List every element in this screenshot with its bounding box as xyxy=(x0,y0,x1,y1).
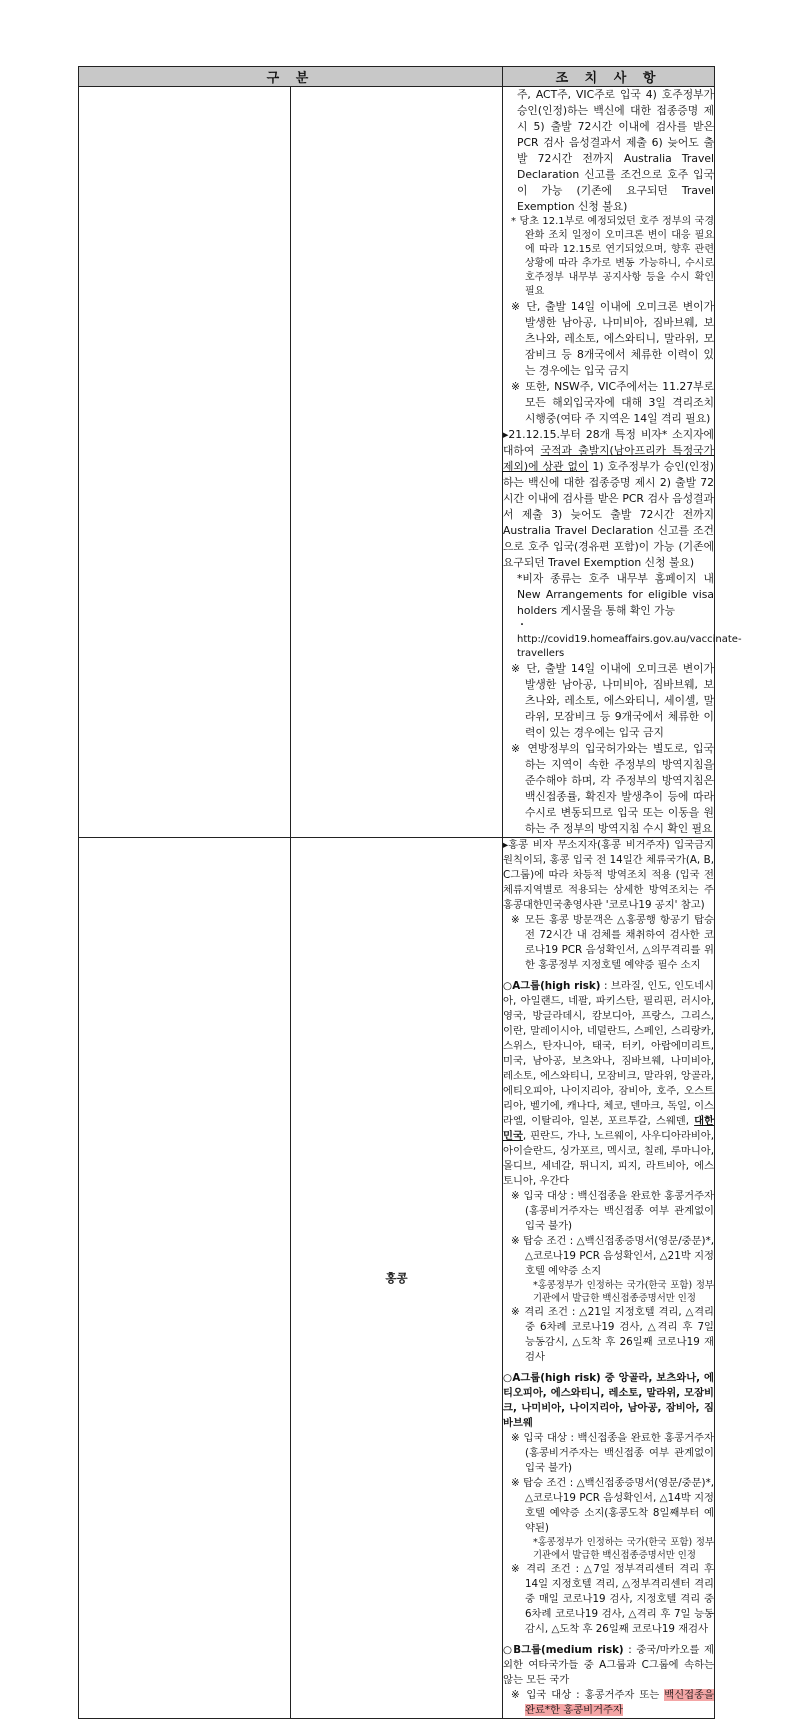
measures-table xyxy=(78,66,742,1719)
category-cell xyxy=(79,838,291,1719)
region-cell-australia xyxy=(291,87,503,838)
australia-p6: *비자 종류는 호주 내무부 홈페이지 내 New Arrangements for eligible visa holders 게시물을 통해 확인 가능 xyxy=(517,572,714,617)
region-cell-hongkong: 홍콩 xyxy=(291,838,503,1719)
hk-a-board: ※ 탑승 조건 : △백신접종증명서(영문/중문)*, △코로나19 PCR 음성확인서, △21박 지정호텔 예약증 소지 xyxy=(511,1235,714,1277)
hk-a-board-note: *홍콩정부가 인정하는 국가(한국 포함) 정부기관에서 발급한 백신접종증명서만 인정 xyxy=(533,1280,714,1304)
australia-p1: 주, ACT주, VIC주로 입국 4) 호주정부가 승인(인정)하는 백신에 대한 접종증명 제시 5) 출발 72시간 이내에 검사를 받은 PCR 검사 음성결과서 제출 6) 늦어도 출발 72시간 전까지 Australia Travel Declaration 신고를 조건으로 호주 입국이 가능 (기존에 요구되던 Travel Exemption 신청 불요) xyxy=(517,88,714,213)
australia-p7[interactable]: ・ http://covid19.homeaffairs.gov.au/vaccinate-travellers xyxy=(517,620,742,659)
hk-korea: 대한민국 xyxy=(503,1115,714,1142)
australia-p8: ※ 단, 출발 14일 이내에 오미크론 변이가 발생한 남아공, 나미비아, 짐바브웨, 보츠나와, 레소토, 에스와티니, 세이셀, 말라위, 모잠비크 등 9개국에서 체류한 이력이 있는 경우에는 입국 금지 xyxy=(511,662,714,739)
australia-measures xyxy=(503,87,742,838)
hk-group-b: ○B그룹(medium risk) : 중국/마카오를 제외한 여타국가들 중 A그룹과 C그룹에 속하는 않는 모든 국가 xyxy=(503,1644,715,1686)
header-measures: 조 치 사 항 xyxy=(503,67,715,87)
australia-p5: ▸21.12.15.부터 28개 특정 비자* 소지자에 대하여 국적과 출발지(남아프리카 특정국가 제외)에 상관 없이 1) 호주정부가 승인(인정)하는 백신에 대한 접종증명 제시 2) 출발 72시간 이내에 검사를 받은 PCR 검사 음성결과서 제출 3) 늦어도 출발 72시간 전까지 Australia Travel Declaration 신고를 조건으로 호주 입국(경유편 포함)이 가능 (기존에 요구되던 Travel Exemption 신청 불요) xyxy=(503,428,715,569)
hk-a2-board: ※ 탑승 조건 : △백신접종증명서(영문/중문)*, △코로나19 PCR 음성확인서, △14박 지정호텔 예약증 소지(홍콩도착 8일째부터 예약된) xyxy=(511,1477,714,1534)
hk-a2-board-note: *홍콩정부가 인정하는 국가(한국 포함) 정부기관에서 발급한 백신접종증명서만 인정 xyxy=(533,1537,714,1561)
australia-p2: * 당초 12.1부로 예정되었던 호주 정부의 국경 완화 조치 일정이 오미크론 변이 대응 필요에 따라 12.15로 연기되었으며, 향후 관련 상황에 따라 추가로 변동 가능하니, 수시로 호주정부 내무부 공지사항 등을 수시 확인 필요 xyxy=(511,216,714,297)
hk-intro-note: ※ 모든 홍콩 방문객은 △홍콩행 항공기 탑승 전 72시간 내 검체를 채취하여 검사한 코로나19 PCR 음성확인서, △의무격리를 위한 홍콩정부 지정호텔 예약증 필수 소지 xyxy=(511,914,714,971)
australia-p4: ※ 또한, NSW주, VIC주에서는 11.27부로 모든 해외입국자에 대해 3일 격리조치 시행중(여타 주 지역은 14일 격리 필요) xyxy=(511,380,714,425)
hk-a2-quar: ※ 격리 조건 : △7일 정부격리센터 격리 후 14일 지정호텔 격리, △정부격리센터 격리 중 매일 코로나19 검사, 지정호텔 격리 중 6차례 코로나19 검사, △격리 후 7일 능동감시, △도착 후 26일째 코로나19 재검사 xyxy=(511,1563,714,1635)
table-row-australia xyxy=(79,87,715,838)
hk-a-entry: ※ 입국 대상 : 백신접종을 완료한 홍콩거주자 (홍콩비거주자는 백신접종 여부 관계없이 입국 불가) xyxy=(511,1190,714,1232)
category-cell xyxy=(79,87,291,838)
hk-b-entry-highlight: 백신접종을 완료*한 홍콩비거주자 xyxy=(525,1689,714,1716)
hk-b-entry: ※ 입국 대상 : 홍콩거주자 또는 백신접종을 완료*한 홍콩비거주자 xyxy=(511,1689,714,1716)
australia-p5-underline: 국적과 출발지(남아프리카 특정국가 제외)에 상관 없이 xyxy=(503,444,714,473)
hk-group-a: ○A그룹(high risk) : 브라질, 인도, 인도네시아, 아일랜드, 네팔, 파키스탄, 필리핀, 러시아, 영국, 방글라데시, 캄보디아, 프랑스, 그리스, 이란, 말레이시아, 네덜란드, 스페인, 스리랑카, 스위스, 탄자니아, 태국, 터키, 아랍에미리트, 미국, 남아공, 보츠와나, 짐바브웨, 나미비아, 레소토, 에스와티니, 모잠비크, 말라위, 앙골라, 에티오피아, 나이지리아, 잠비아, 호주, 오스트리아, 벨기에, 캐나다, 체코, 덴마크, 독일, 이스라엘, 이탈리아, 일본, 포르투갈, 스웨덴, 대한민국, 핀란드, 가나, 노르웨이, 사우디아라비아, 아이슬란드, 싱가포르, 멕시코, 칠레, 루마니아, 몰디브, 세네갈, 튀니지, 피지, 라트비아, 에스토니아, 우간다 xyxy=(503,980,714,1187)
hk-a2-entry: ※ 입국 대상 : 백신접종을 완료한 홍콩거주자 (홍콩비거주자는 백신접종 여부 관계없이 입국 불가) xyxy=(511,1432,714,1474)
table-row-hongkong xyxy=(79,838,715,1719)
australia-p3: ※ 단, 출발 14일 이내에 오미크론 변이가 발생한 남아공, 나미비아, 짐바브웨, 보츠나와, 레소토, 에스와티니, 말라위, 모잠비크 등 8개국에서 체류한 이력이 있는 경우에는 입국 금지 xyxy=(511,300,714,377)
table-header-row xyxy=(79,67,715,87)
hk-a-quar: ※ 격리 조건 : △21일 지정호텔 격리, △격리 중 6차례 코로나19 검사, △격리 후 7일 능동감시, △도착 후 26일째 코로나19 재검사 xyxy=(511,1306,714,1363)
hongkong-measures xyxy=(503,838,715,1719)
hk-intro: ▸홍콩 비자 무소지자(홍콩 비거주자) 입국금지 원칙이되, 홍콩 입국 전 14일간 체류국가(A, B, C그룹)에 따라 차등적 방역조치 적용 (입국 전 체류지역별로 적용되는 상세한 방역조치는 주홍콩대한민국총영사관 '코로나19 공지' 참고) xyxy=(503,839,714,911)
hk-group-a2: ○A그룹(high risk) 중 앙골라, 보츠와나, 에티오피아, 에스와티니, 레소토, 말라위, 모잠비크, 나미비아, 나이지리아, 남아공, 잠비아, 짐바브웨 xyxy=(503,1372,714,1429)
australia-p9: ※ 연방정부의 입국허가와는 별도로, 입국하는 지역이 속한 주정부의 방역지침을 준수해야 하며, 각 주정부의 방역지침은 백신접종률, 확진자 발생추이 등에 따라 수시로 변동되므로 입국 또는 이동을 원하는 주 정부의 방역지침 수시 확인 필요 xyxy=(511,742,714,835)
header-category: 구 분 xyxy=(79,67,503,87)
